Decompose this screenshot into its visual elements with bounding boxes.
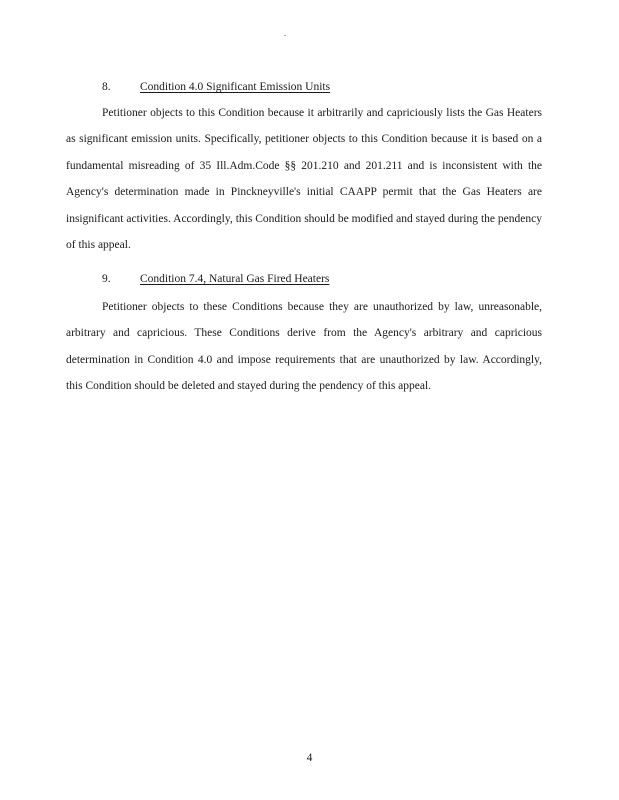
section-8-body: Petitioner objects to this Condition because it arbitrarily and capriciously lists the Gas Heaters as significant emission units. Specifically, petitioner objects to this Condition because it is based on a fundamental misreading of 35 Ill.Adm.Code §§ 201.210 and 201.211 and is inconsistent with the Agency's determination made in Pinckneyville's initial CAAPP permit that the Gas Heaters are insignificant activities. Accordingly, this Condition should be modified and stayed during the pendency of this appeal. <box>66 107 542 252</box>
section-9-title: Condition 7.4, Natural Gas Fired Heaters <box>140 273 330 285</box>
section-8-title: Condition 4.0 Significant Emission Units <box>140 81 331 93</box>
section-9-heading <box>102 272 329 286</box>
section-9-body: Petitioner objects to these Conditions because they are unauthorized by law, unreasonable, arbitrary and capricious. These Conditions derive from the Agency's arbitrary and capricious determination in Condition 4.0 and impose requirements that are unauthorized by law. Accordingly, this Condition should be deleted and stayed during the pendency of this appeal. <box>66 301 542 393</box>
top-mark: . <box>284 28 287 38</box>
page-number: 4 <box>306 752 313 764</box>
section-8-number: 8. <box>102 81 111 93</box>
section-8-heading <box>102 80 330 94</box>
section-9-number: 9. <box>102 273 111 285</box>
